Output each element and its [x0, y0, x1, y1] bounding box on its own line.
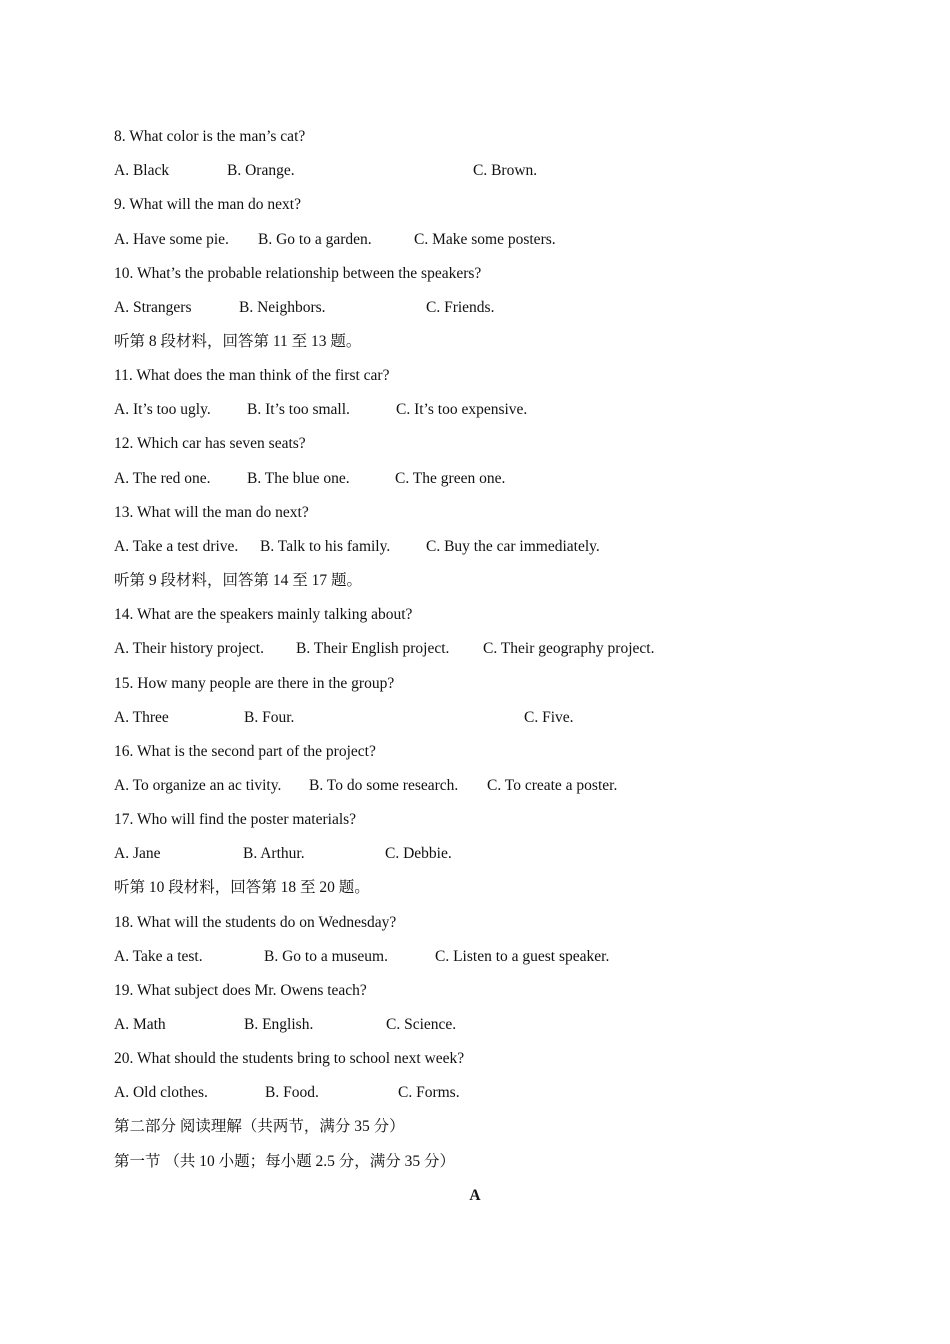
option-a: A. It’s too ugly.	[114, 401, 211, 418]
question-8: 8. What color is the man’s cat?	[114, 128, 306, 145]
question-13: 13. What will the man do next?	[114, 504, 309, 521]
option-a: A. To organize an ac tivity.	[114, 777, 282, 794]
option-c: C. It’s too expensive.	[396, 401, 528, 418]
option-b: B. It’s too small.	[247, 401, 350, 418]
option-a: A. Math	[114, 1016, 166, 1033]
question-9: 9. What will the man do next?	[114, 196, 301, 213]
question-14: 14. What are the speakers mainly talking about?	[114, 606, 413, 623]
option-a: A. Three	[114, 709, 169, 726]
option-a: A. Old clothes.	[114, 1084, 208, 1101]
option-c: C. To create a poster.	[487, 777, 618, 794]
option-c: C. Science.	[386, 1016, 457, 1033]
option-b: B. Neighbors.	[239, 299, 326, 316]
option-a: A. Jane	[114, 845, 161, 862]
option-c: C. Their geography project.	[483, 640, 655, 657]
option-a: A. Black	[114, 162, 170, 179]
question-20: 20. What should the students bring to school next week?	[114, 1050, 465, 1067]
option-c: C. Listen to a guest speaker.	[435, 948, 610, 965]
option-b: B. Talk to his family.	[260, 538, 391, 555]
option-c: C. The green one.	[395, 470, 506, 487]
section-10-instruction: 听第 10 段材料，回答第 18 至 20 题。	[114, 879, 370, 896]
option-b: B. English.	[244, 1016, 314, 1033]
question-15: 15. How many people are there in the group?	[114, 675, 395, 692]
part-2-title: 第二部分 阅读理解（共两节，满分 35 分）	[114, 1118, 405, 1135]
question-16: 16. What is the second part of the project?	[114, 743, 376, 760]
part-2-section-1: 第一节 （共 10 小题；每小题 2.5 分，满分 35 分）	[114, 1153, 456, 1170]
question-19: 19. What subject does Mr. Owens teach?	[114, 982, 367, 999]
question-12: 12. Which car has seven seats?	[114, 435, 306, 452]
option-b: B. Food.	[265, 1084, 319, 1101]
option-b: B. To do some research.	[309, 777, 459, 794]
option-b: B. Orange.	[227, 162, 295, 179]
option-c: C. Brown.	[473, 162, 538, 179]
option-c: C. Make some posters.	[414, 231, 556, 248]
question-18: 18. What will the students do on Wednesday?	[114, 914, 397, 931]
option-b: B. Four.	[244, 709, 295, 726]
option-a: A. The red one.	[114, 470, 211, 487]
option-c: C. Forms.	[398, 1084, 460, 1101]
option-b: B. The blue one.	[247, 470, 350, 487]
section-9-instruction: 听第 9 段材料，回答第 14 至 17 题。	[114, 572, 363, 589]
option-c: C. Debbie.	[385, 845, 452, 862]
question-10: 10. What’s the probable relationship between the speakers?	[114, 265, 482, 282]
option-c: C. Buy the car immediately.	[426, 538, 600, 555]
passage-label: A	[469, 1187, 481, 1204]
option-b: B. Arthur.	[243, 845, 305, 862]
section-8-instruction: 听第 8 段材料，回答第 11 至 13 题。	[114, 333, 362, 350]
option-b: B. Go to a garden.	[258, 231, 372, 248]
option-c: C. Five.	[524, 709, 574, 726]
option-a: A. Take a test.	[114, 948, 203, 965]
question-11: 11. What does the man think of the first car?	[114, 367, 390, 384]
option-b: B. Their English project.	[296, 640, 450, 657]
option-a: A. Take a test drive.	[114, 538, 239, 555]
question-17: 17. Who will find the poster materials?	[114, 811, 357, 828]
option-b: B. Go to a museum.	[264, 948, 388, 965]
option-a: A. Strangers	[114, 299, 192, 316]
option-c: C. Friends.	[426, 299, 495, 316]
option-a: A. Have some pie.	[114, 231, 229, 248]
option-a: A. Their history project.	[114, 640, 264, 657]
